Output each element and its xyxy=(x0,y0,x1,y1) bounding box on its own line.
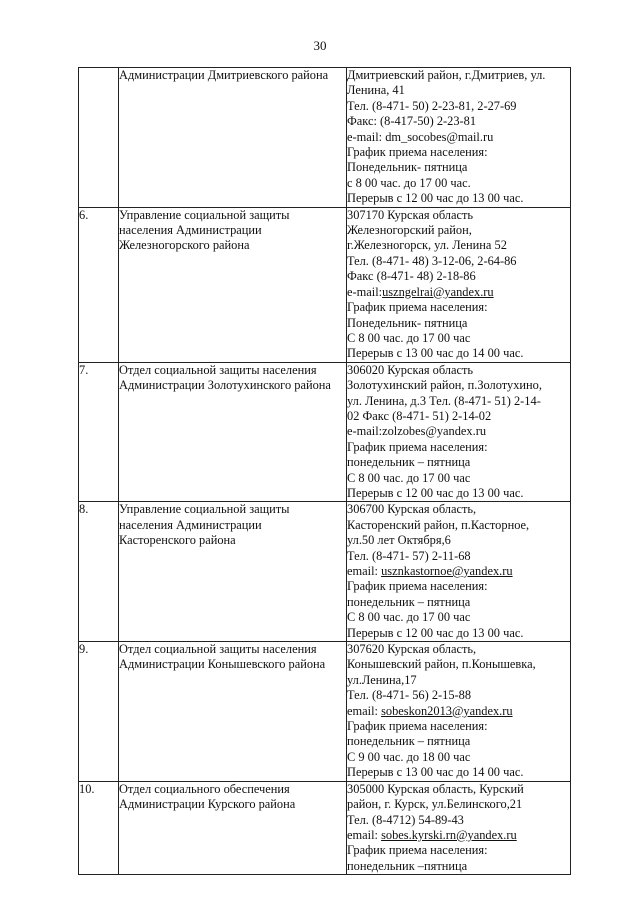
contact-info: 306700 Курская область, Касторенский район, п.Касторное, ул.50 лет Октября,6 Тел. (8-471- 57) 2-11-68 email: usznkastornoe@yandex.ru График приема населения: понедельник – пятница С 8 00 час. до 17 00 час Перерыв с 12 00 час до 13 00 час. xyxy=(347,502,571,642)
organization-name: Отдел социального обеспечения Администрации Курского района xyxy=(119,781,347,874)
page-number: 30 xyxy=(313,38,327,53)
organization-name: Администрации Дмитриевского района xyxy=(119,68,347,208)
row-number: 8. xyxy=(79,502,119,642)
row-number: 6. xyxy=(79,207,119,362)
table-row xyxy=(79,502,571,642)
row-number xyxy=(79,68,119,208)
email-link[interactable]: usznkastornoe@yandex.ru xyxy=(381,564,513,578)
row-number: 9. xyxy=(79,642,119,782)
table-row xyxy=(79,207,571,362)
contact-info: 307170 Курская область Железногорский район, г.Железногорск, ул. Ленина 52 Тел. (8-471- 48) 3-12-06, 2-64-86 Факс (8-471- 48) 2-18-86 e-mail:uszngelrai@yandex.ru График приема населения: Понедельник- пятница С 8 00 час. до 17 00 час Перерыв с 13 00 час до 14 00 час. xyxy=(347,207,571,362)
contacts-table xyxy=(78,67,571,875)
organization-name: Отдел социальной защиты населения Администрации Золотухинского района xyxy=(119,362,347,502)
email-text: e-mail: dm_socobes@mail.ru xyxy=(347,129,494,144)
contact-info: Дмитриевский район, г.Дмитриев, ул. Ленина, 41 Тел. (8-471- 50) 2-23-81, 2-27-69 Факс: (8-417-50) 2-23-81 e-mail: dm_socobes@mail.ru График приема населения: Понедельник- пятница с 8 00 час. до 17 00 час. Перерыв с 12 00 час до 13 00 час. xyxy=(347,68,571,208)
email-link[interactable]: sobeskon2013@yandex.ru xyxy=(381,703,513,718)
table-row xyxy=(79,781,571,874)
organization-name: Отдел социальной защиты населения Администрации Конышевского района xyxy=(119,642,347,782)
email-link[interactable]: sobes.kyrski.rn@yandex.ru xyxy=(381,827,517,842)
contact-info: 307620 Курская область, Конышевский район, п.Конышевка, ул.Ленина,17 Тел. (8-471- 56) 2-15-88 email: sobeskon2013@yandex.ru График приема населения: понедельник – пятница С 9 00 час. до 18 00 час Перерыв с 13 00 час до 14 00 час. xyxy=(347,642,571,782)
row-number: 10. xyxy=(79,781,119,874)
table-row xyxy=(79,642,571,782)
table-row xyxy=(79,68,571,208)
contact-info: 306020 Курская область Золотухинский район, п.Золотухино, ул. Ленина, д.3 Тел. (8-471- 51) 2-14- 02 Факс (8-471- 51) 2-14-02 e-mail:zolzobes@yandex.ru График приема населения: понедельник – пятница С 8 00 час. до 17 00 час Перерыв с 12 00 час до 13 00 час. xyxy=(347,362,571,502)
email-link[interactable]: uszngelrai@yandex.ru xyxy=(382,284,494,299)
contact-info: 305000 Курская область, Курский район, г. Курск, ул.Белинского,21 Тел. (8-4712) 54-89-43 email: sobes.kyrski.rn@yandex.ru График приема населения: понедельник –пятница xyxy=(347,781,571,874)
organization-name: Управление социальной защиты населения Администрации Железногорского района xyxy=(119,207,347,362)
table-row xyxy=(79,362,571,502)
row-number: 7. xyxy=(79,362,119,502)
organization-name: Управление социальной защиты населения Администрации Касторенского района xyxy=(119,502,347,642)
email-text: e-mail:zolzobes@yandex.ru xyxy=(347,424,487,439)
